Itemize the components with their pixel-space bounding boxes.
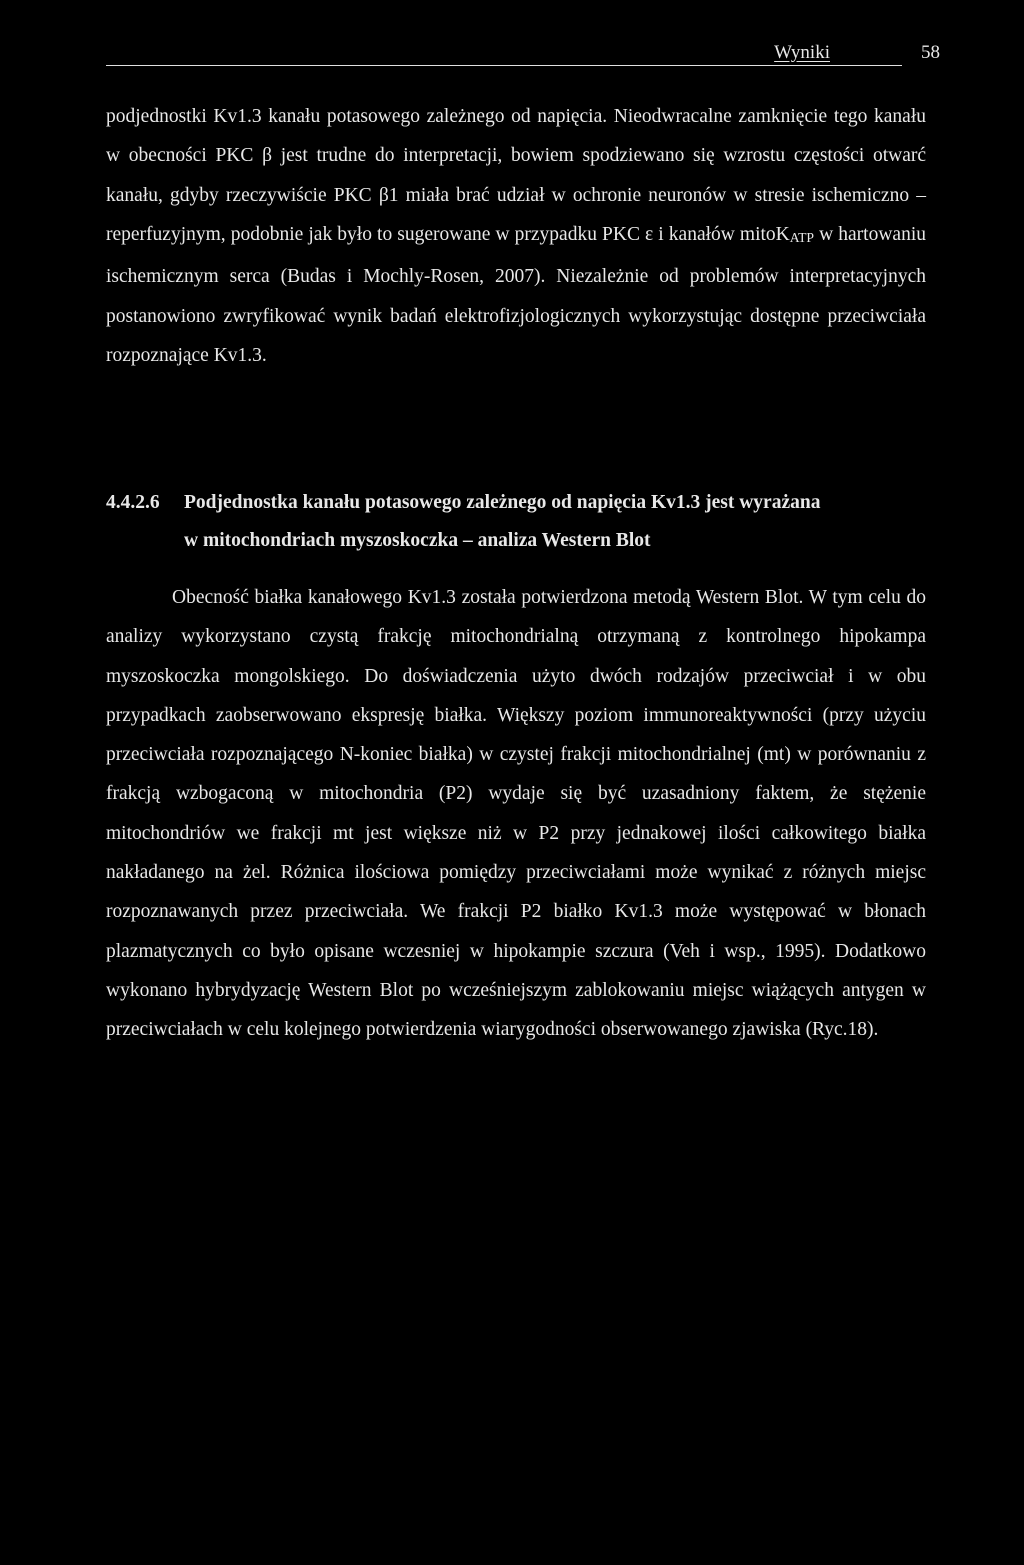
section-title-part-1: Podjednostka kanału potasowego zależnego od napięcia Kv1.3 jest wyrażana — [184, 492, 821, 513]
section-number: 4.4.2.6 — [106, 492, 160, 513]
paragraph-text: podjednostki Kv1.3 kanału potasowego zależnego od napięcia. Nieodwracalne zamknięcie tego kanału w obecności PKC β jest trudne do interpretacji, bowiem spodziewano się wzrostu częstości otwarć kanału, gdyby rzeczywiście PKC β1 miała brać udział w ochronie neuronów w stresie ischemiczno – reperfuzyjnym, podobnie jak było to sugerowane w przypadku PKC ε i kanałów mitoK — [106, 106, 926, 245]
header-rule — [106, 65, 902, 66]
subscript-atp: ATP — [789, 229, 815, 245]
section-heading-line-1 — [106, 484, 936, 522]
section-heading-line-2 — [106, 522, 936, 560]
paragraph-continued — [106, 97, 926, 375]
section-heading — [106, 484, 936, 560]
running-header — [106, 40, 940, 70]
paragraph-text-continued: w hartowaniu ischemicznym serca (Budas i Mochly-Rosen, 2007). Niezależnie od problemów interpretacyjnych postanowiono zwryfikować wynik badań elektrofizjologicznych wykorzystując dostępne przeciwciała rozpoznające Kv1.3. — [106, 223, 926, 366]
header-section-title: Wyniki — [774, 42, 830, 63]
section-title-part-2: w mitochondriach myszoskoczka – analiza Western Blot — [184, 530, 651, 551]
page-number: 58 — [921, 42, 940, 63]
paragraph-western-blot: Obecność białka kanałowego Kv1.3 została potwierdzona metodą Western Blot. W tym celu do analizy wykorzystano czystą frakcję mitochondrialną otrzymaną z kontrolnego hipokampa myszoskoczka mongolskiego. Do doświadczenia użyto dwóch rodzajów przeciwciał i w obu przypadkach zaobserwowano ekspresję białka. Większy poziom immunoreaktywności (przy użyciu przeciwciała rozpoznającego N-koniec białka) w czystej frakcji mitochondrialnej (mt) w porównaniu z frakcją wzbogaconą w mitochondria (P2) wydaje się być uzasadniony faktem, że stężenie mitochondriów we frakcji mt jest większe niż w P2 przy jednakowej ilości całkowitego białka nakładanego na żel. Różnica ilościowa pomiędzy przeciwciałami może wynikać z różnych miejsc rozpoznawanych przez przeciwciała. We frakcji P2 białko Kv1.3 może występować w błonach plazmatycznych co było opisane wczesniej w hipokampie szczura (Veh i wsp., 1995). Dodatkowo wykonano hybrydyzację Western Blot po wcześniejszym zablokowaniu miejsc wiążących antygen w przeciwciałach w celu kolejnego potwierdzenia wiarygodności obserwowanego zjawiska (Ryc.18). — [106, 587, 926, 1041]
